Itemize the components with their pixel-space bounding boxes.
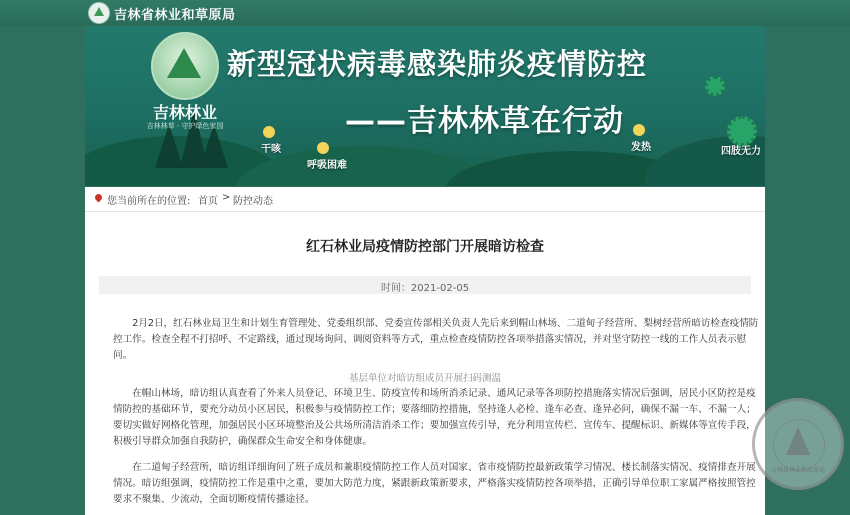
article [85,212,765,515]
breadcrumb-home-link[interactable]: 首页 [198,196,218,207]
seal-tree-icon [786,427,810,455]
article-paragraph: 在二道甸子经营所，暗访组详细询问了班子成员和兼职疫情防控工作人员对国家、省市疫情防控最新政策学习情况、楼长制落实情况、疫情排查开展情况。暗访组强调，疫情防控工作是重中之重，要加大防范力度，紧跟新政策新要求，严格落实疫情防控各项举措，正确引导单位职工家属严格按照管控要求不聚集、少流动，全面切断疫情传播途径。 [113,462,756,505]
banner-logo-subtext: 吉林林草 · 守护绿色家园 [146,122,224,130]
symptom-icon [263,126,275,138]
article-meta-bar [99,276,751,294]
article-paragraph: 在帽山林场，暗访组认真查看了外来人员登记、环境卫生、防疫宣传和场所消杀记录、通风记录等各项防控措施落实情况后强调，居民小区防控是疫情防控的基础环节，要充分动员小区居民，积极参与疫情防控工作；要落细防控措施，坚持逢人必检、逢车必查、逢异必问，确保不漏一车、不漏一人；要切实做好网格化管理，加强居民小区环境整治及公共场所清洁消杀工作；要加强宣传引导，充分利用宣传栏、宣传车、提醒标识、新媒体等宣传手段，积极引导群众加强自我防护，确保群众生命安全和身体健康。 [113,388,756,447]
symptom-label: 发热 [631,142,651,153]
symptom-label: 干咳 [261,144,281,155]
top-site-bar [0,0,850,26]
symptom-icon [633,124,645,136]
banner-title: 新型冠状病毒感染肺炎疫情防控 [227,47,648,81]
breadcrumb-separator: > [222,192,231,203]
banner-subtitle: ——吉林林草在行动 [345,104,624,139]
breadcrumb-current-link[interactable]: 防控动态 [233,196,273,207]
banner-logo-text: 吉林林业 [152,103,217,122]
location-pin-icon [94,193,104,203]
seal-text: 吉林省林业和草原局 [770,467,825,474]
symptom-label: 四肢无力 [721,146,761,157]
site-logo-icon[interactable] [88,2,110,24]
breadcrumb-prefix: 您当前所在的位置: [107,196,191,207]
photo-caption: 基层单位对暗访组成员开展扫码测温 [348,373,501,384]
banner [85,26,765,186]
article-title: 红石林业局疫情防控部门开展暗访检查 [306,239,544,255]
watermark-seal [752,398,844,490]
site-name[interactable]: 吉林省林业和草原局 [114,8,236,23]
article-paragraph: 2月2日，红石林业局卫生和计划生育管理处、党委组织部、党委宣传部相关负责人先后来到帽山林场、二道甸子经营所、梨树经营所暗访检查疫情防控工作。检查全程不打招呼、不定路线，通过现场询问、调阅资料等方式，重点检查疫情防控各项举措落实情况，并对坚守防控一线的工作人员表示慰问。 [113,318,759,361]
virus-icon [705,76,725,96]
symptom-icon [317,142,329,154]
article-time: 时间：2021-02-05 [380,283,470,294]
forestry-logo-icon [151,32,219,100]
symptom-label: 呼吸困难 [307,160,347,171]
breadcrumb [85,187,765,212]
